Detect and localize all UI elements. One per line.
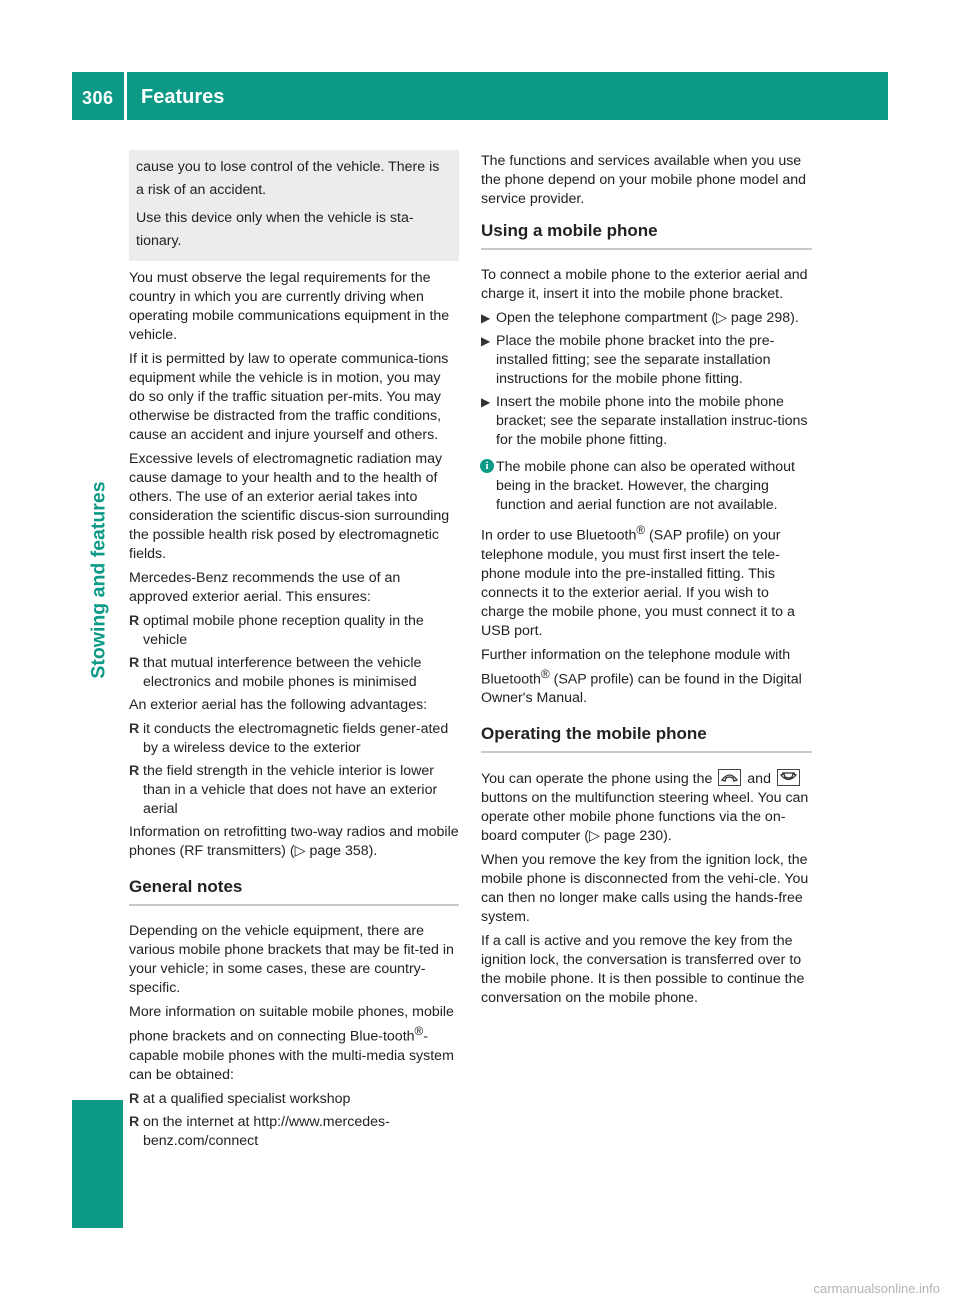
header-separator xyxy=(124,72,127,120)
heading-divider xyxy=(481,248,812,250)
phone-accept-icon xyxy=(718,769,741,786)
chapter-tab xyxy=(79,460,119,700)
warning-text: Use this device only when the vehicle is sta-tionary. xyxy=(136,210,414,249)
watermark: carmanualsonline.info xyxy=(813,1281,940,1296)
paragraph: More information on suitable mobile phones, mobile phone brackets and on connecting Blue-tooth®-capable mobile phones with the multi-media system can be obtained: xyxy=(129,1004,454,1083)
list-item: R that mutual interference between the vehicle electronics and mobile phones is minimised xyxy=(129,655,422,690)
heading-divider xyxy=(481,751,812,753)
paragraph: When you remove the key from the ignition lock, the mobile phone is disconnected from the vehi-cle. You can then no longer make calls using the hands-free system. xyxy=(481,852,809,926)
section-heading: Operating the mobile phone xyxy=(481,724,707,744)
page-reference-icon: ▷ xyxy=(589,828,600,845)
page-number: 306 xyxy=(82,88,114,108)
list-item: R optimal mobile phone reception quality in the vehicle xyxy=(129,613,424,648)
paragraph: Depending on the vehicle equipment, there are various mobile phone brackets that may be fit-ted in your vehicle; in some cases, these are country-specific. xyxy=(129,923,454,996)
paragraph: You can operate the phone using the and buttons on the multifunction steering wheel. You can operate other mobile phone functions via the on-board computer (▷ page 230). xyxy=(481,771,809,845)
paragraph: You must observe the legal requirements for the country in which you are currently driving when operating mobile communications equipment in the vehicle. xyxy=(129,270,450,343)
heading-divider xyxy=(129,904,459,906)
section-title: Features xyxy=(141,86,225,108)
step-arrow-icon: ▶ xyxy=(481,395,491,409)
list-item: R the field strength in the vehicle interior is lower than in a vehicle that does not have an exterior aerial xyxy=(129,763,438,817)
paragraph: If a call is active and you remove the key from the ignition lock, the conversation is transferred over to the mobile phone. It is then possible to continue the conversation on the mobile phone. xyxy=(481,933,805,1007)
bullet-icon: R xyxy=(129,763,140,779)
page-reference[interactable]: page 230). xyxy=(603,828,672,845)
info-note: i The mobile phone can also be operated without being in the bracket. However, the charging function and aerial function are not available. xyxy=(481,458,812,515)
chapter-marker xyxy=(72,1100,123,1228)
paragraph: Mercedes-Benz recommends the use of an approved exterior aerial. This ensures: xyxy=(129,570,401,605)
page-reference-icon: ▷ xyxy=(716,310,727,326)
instruction-step: ▶ Insert the mobile phone into the mobile phone bracket; see the separate installation instruc-tions for the mobile phone fitting. xyxy=(481,394,808,448)
list-item: R it conducts the electromagnetic fields gener-ated by a wireless device to the exterior xyxy=(129,721,449,756)
right-column xyxy=(481,152,812,1013)
bullet-icon: R xyxy=(129,1113,140,1130)
list-item: R on the internet at http://www.mercedes-benz.com/connect xyxy=(129,1113,390,1149)
instruction-step: ▶ Open the telephone compartment (▷ page 298). xyxy=(481,310,799,326)
warning-text: cause you to lose control of the vehicle. There is a risk of an accident. xyxy=(136,159,440,198)
paragraph: The functions and services available when you use the phone depend on your mobile phone model and service provider. xyxy=(481,153,806,207)
paragraph: Excessive levels of electromagnetic radiation may cause damage to your health and to the health of others. The use of an exterior aerial takes into consideration the scientific discus-sion surrounding the possible health risk posed by electromagnetic fields. xyxy=(129,451,450,562)
page-reference-icon: ▷ xyxy=(294,843,306,859)
instruction-step: ▶ Place the mobile phone bracket into the pre-installed fitting; see the separate installation instructions for the mobile phone fitting. xyxy=(481,333,775,387)
paragraph: Information on retrofitting two-way radios and mobile phones (RF transmitters) (▷ page 358). xyxy=(129,824,459,859)
step-arrow-icon: ▶ xyxy=(481,334,491,348)
section-heading: Using a mobile phone xyxy=(481,221,658,240)
warning-box xyxy=(129,150,459,261)
left-column xyxy=(129,150,459,1155)
paragraph: To connect a mobile phone to the exterior aerial and charge it, insert it into the mobile phone bracket. xyxy=(481,267,808,302)
paragraph: Further information on the telephone module with Bluetooth® (SAP profile) can be found in the Digital Owner's Manual. xyxy=(481,646,802,707)
bullet-icon: R xyxy=(129,655,140,671)
page-reference[interactable]: page 298). xyxy=(730,310,799,326)
list-item: R at a qualified specialist workshop xyxy=(129,1090,351,1107)
step-arrow-icon: ▶ xyxy=(481,311,491,325)
phone-end-icon xyxy=(777,769,800,786)
paragraph: In order to use Bluetooth® (SAP profile) on your telephone module, you must first insert the tele-phone module into the pre-installed fitting. This connects it to the exterior aerial. If you wish to charge the mobile phone, you must connect it to a USB port. xyxy=(481,523,795,639)
paragraph: If it is permitted by law to operate communica-tions equipment while the vehicle is in motion, you may do so only if the traffic situation per-mits. You may otherwise be distracted from the traffic conditions, cause an accident and injure yourself and others. xyxy=(129,351,449,443)
bullet-icon: R xyxy=(129,613,140,629)
page-reference[interactable]: page 358). xyxy=(309,843,378,859)
section-heading: General notes xyxy=(129,877,243,896)
chapter-label: Stowing and features xyxy=(87,481,110,679)
bullet-icon: R xyxy=(129,1090,140,1107)
bullet-icon: R xyxy=(129,721,140,737)
info-icon: i xyxy=(480,459,494,473)
paragraph: An exterior aerial has the following advantages: xyxy=(129,697,428,713)
